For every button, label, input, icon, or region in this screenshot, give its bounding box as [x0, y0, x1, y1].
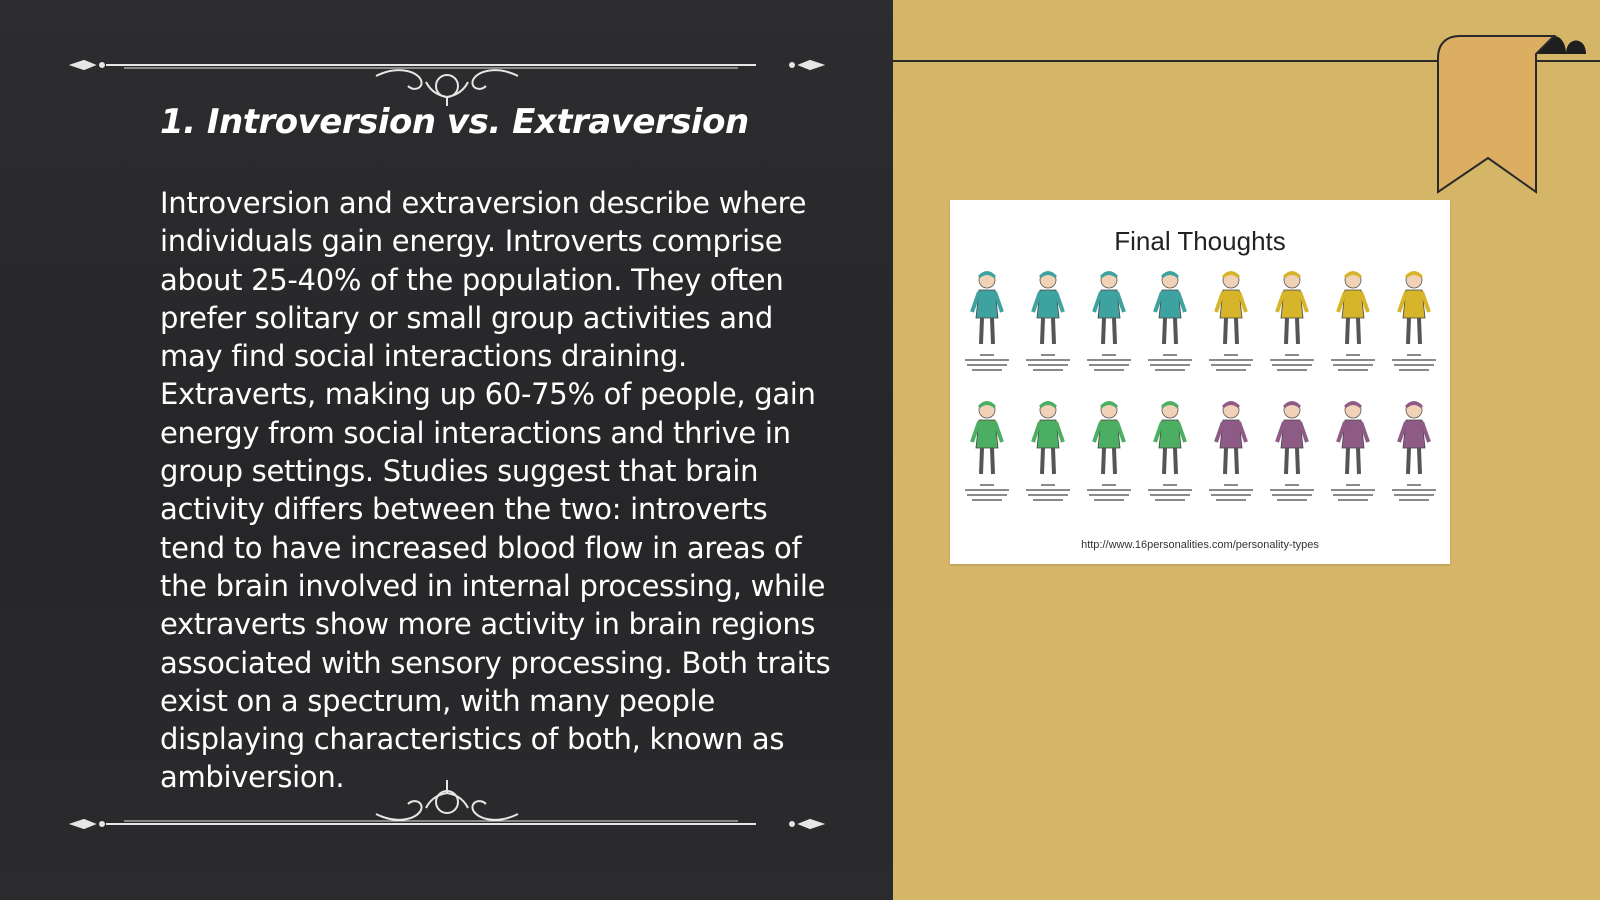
character-row-1	[956, 268, 1444, 398]
character-illustration	[1202, 268, 1260, 398]
character-illustration	[1080, 268, 1138, 398]
character-illustration	[1385, 268, 1443, 398]
personality-types-image	[950, 200, 1450, 564]
character-illustration	[1263, 268, 1321, 398]
figure-title: Final Thoughts	[1114, 226, 1286, 256]
character-illustration	[1324, 268, 1382, 398]
character-illustration	[1019, 268, 1077, 398]
character-illustration	[958, 268, 1016, 398]
character-illustration	[1141, 398, 1199, 528]
character-illustration	[1385, 398, 1443, 528]
bookmark-ribbon	[1436, 34, 1586, 200]
character-illustration	[1324, 398, 1382, 528]
character-illustration	[1080, 398, 1138, 528]
character-illustration	[1263, 398, 1321, 528]
slide-body-text: Introversion and extraversion describe where individuals gain energy. Introverts comprise about 25-40% of the population. They often prefer solitary or small group activities and may find social interactions draining. Extraverts, making up 60-75% of people, gain energy from social interactions and thrive in group settings. Studies suggest that brain activity differs between the two: introverts tend to have increased blood flow in areas of the brain involved in internal processing, while extraverts show more activity in brain regions associated with sensory processing. Both traits exist on a spectrum, with many people displaying characteristics of both, known as ambiversion.	[160, 186, 831, 795]
character-illustration	[1141, 268, 1199, 398]
top-ornament	[66, 46, 828, 106]
character-illustration	[1202, 398, 1260, 528]
character-grid	[956, 268, 1444, 528]
figure-source-url: http://www.16personalities.com/personality-types	[1081, 539, 1319, 551]
slide-title: 1. Introversion vs. Extraversion	[160, 102, 749, 142]
character-illustration	[958, 398, 1016, 528]
character-row-2	[956, 398, 1444, 528]
character-illustration	[1019, 398, 1077, 528]
